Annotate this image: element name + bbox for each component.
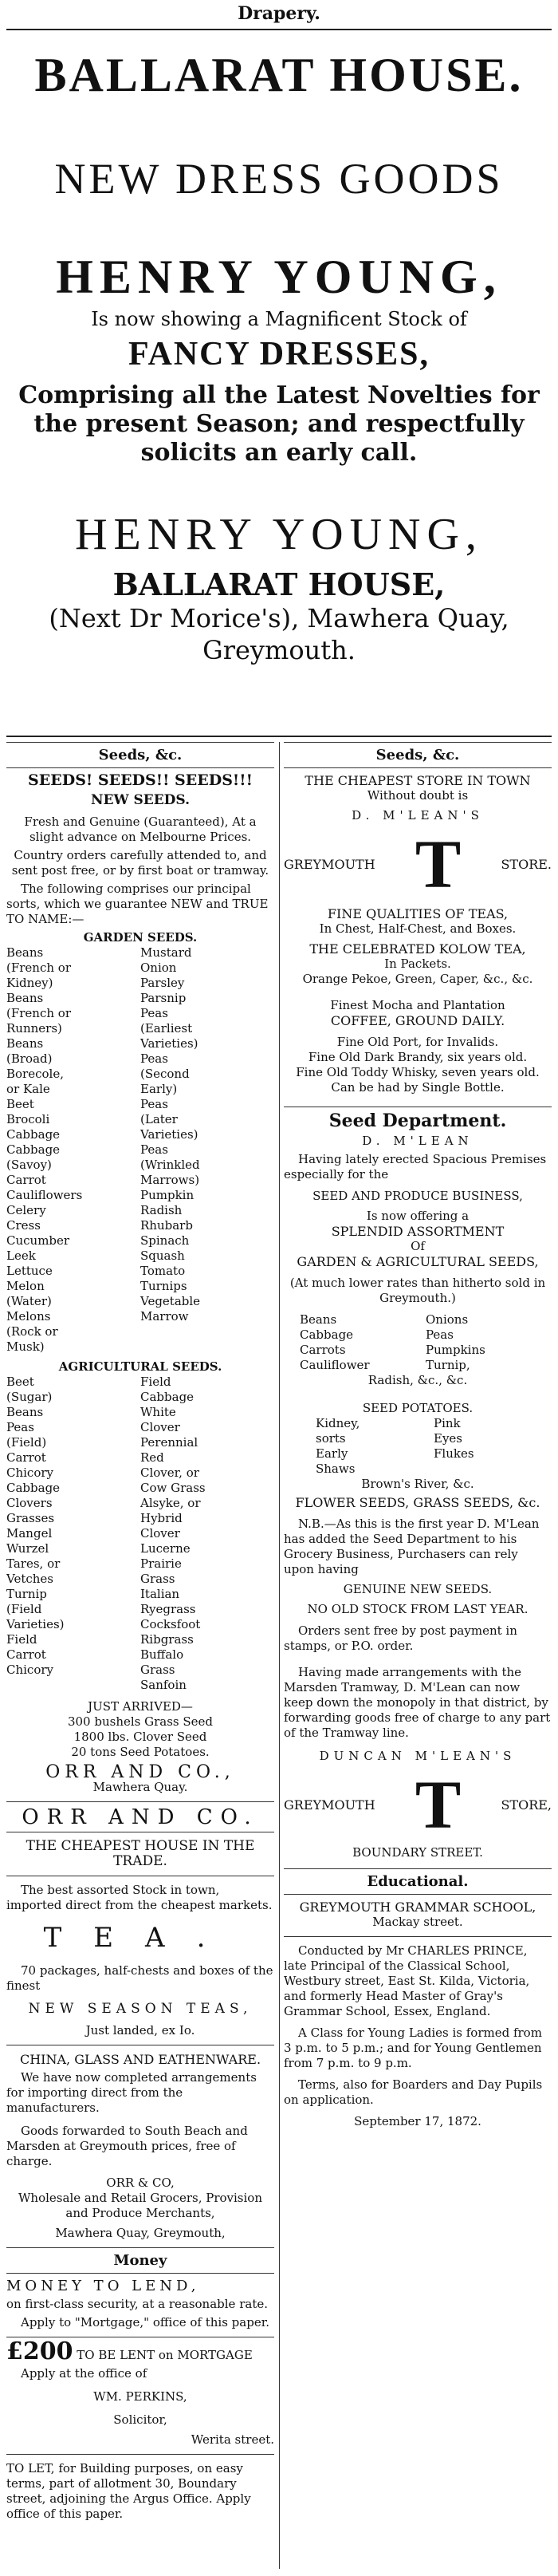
vegetable-col-2 [426, 1312, 552, 1373]
werita-street: Werita street. [191, 2432, 274, 2447]
list-item: Cabbage (Savoy) [6, 1142, 61, 1172]
terms: Terms, also for Boarders and Day Pupils on application. [284, 2077, 543, 2107]
list-item: Carrot [6, 1450, 46, 1465]
browns-river: Brown's River, &c. [361, 1477, 474, 1491]
agricultural-seeds-list [6, 1375, 274, 1693]
list-item: Flukes [434, 1446, 474, 1461]
list-item: Clovers [6, 1496, 53, 1510]
new-dress-goods: NEW DRESS GOODS [54, 155, 504, 203]
orr-co-signature: ORR AND CO., [45, 1762, 235, 1782]
greymouth-label: GREYMOUTH [284, 856, 375, 872]
mackay-street: Mackay street. [372, 1915, 463, 1929]
list-item: Cabbage [300, 1327, 354, 1342]
date-line: September 17, 1872. [354, 2114, 481, 2128]
section-title: Drapery. [238, 3, 320, 24]
garden-seeds-col-2 [140, 945, 274, 1355]
ballarat-house-signature: BALLARAT HOUSE, [112, 566, 446, 602]
list-item: 1800 lbs. Clover Seed [73, 1730, 207, 1744]
perkins: WM. PERKINS, [93, 2389, 187, 2404]
list-item: Tares, or Vetches [6, 1556, 61, 1586]
country-orders: Country orders carefully attended to, and sent post free, or by first boat or tramway. [11, 848, 269, 878]
list-item: Chicory [6, 1466, 54, 1480]
list-item: Borecole, or Kale [6, 1067, 64, 1096]
list-item: Pink Eyes [434, 1416, 462, 1446]
list-item: Brocoli [6, 1112, 50, 1126]
completed-arrangements: We have now completed arrangements for importing direct from the manufacturers. [6, 2070, 257, 2115]
list-item: Peas [426, 1327, 454, 1342]
list-item: White Clover [140, 1405, 180, 1434]
list-item: Cress [6, 1218, 41, 1233]
arrived-items [6, 1714, 274, 1760]
china-glass: CHINA, GLASS AND EATHENWARE. [19, 2052, 261, 2067]
genuine-new-seeds: GENUINE NEW SEEDS. [343, 1582, 493, 1596]
first-class-security: on first-class security, at a reasonable rate. [6, 2297, 268, 2311]
whisky: Fine Old Toddy Whisky, seven years old. [296, 1065, 540, 1079]
new-seeds-heading: NEW SEEDS. [90, 792, 191, 808]
packages-line: 70 packages, half-chests and boxes of the finest [6, 1963, 273, 1993]
fine-teas: FINE QUALITIES OF TEAS, [327, 906, 509, 921]
mocha: Finest Mocha and Plantation [330, 998, 505, 1012]
store-label: STORE. [501, 856, 552, 872]
money-section-header: Money [6, 2247, 274, 2274]
grammar-school: GREYMOUTH GRAMMAR SCHOOL, [299, 1899, 536, 1915]
vegetable-col-1 [300, 1312, 426, 1373]
left-column [6, 742, 274, 2569]
garden-seeds-list [6, 945, 274, 1355]
conducted-by: Conducted by Mr CHARLES PRINCE, late Principal of the Classical School, Westbury street, East St. Kilda, Victoria, and formerly Head Master of Gray's Grammar School, Essex, England. [284, 1943, 530, 2018]
orange-pekoe: Orange Pekoe, Green, Caper, &c., &c. [302, 972, 533, 986]
orders-post: Orders sent free by post payment in stamps, or P.O. order. [284, 1623, 517, 1653]
agricultural-seeds-col-1 [6, 1375, 140, 1693]
store-label-2: STORE, [501, 1797, 552, 1813]
list-item: Melon (Water) [6, 1279, 52, 1308]
list-item: Beans (French or Runners) [6, 991, 71, 1036]
list-item: Onion [140, 961, 177, 975]
money-to-lend: MONEY TO LEND, [6, 2278, 200, 2294]
having-erected: Having lately erected Spacious Premises especially for the [284, 1152, 547, 1181]
divider [6, 2454, 274, 2455]
brandy: Fine Old Dark Brandy, six years old. [308, 1050, 528, 1064]
list-item: Beans (French or Kidney) [6, 945, 71, 990]
seeds-banner: SEEDS! SEEDS!! SEEDS!!! [28, 771, 253, 789]
list-item: Carrot [6, 1173, 46, 1187]
list-item: Beet (Sugar) [6, 1375, 53, 1404]
list-item: Mustard [140, 945, 192, 960]
two-column-adverts [6, 742, 552, 2569]
divider [6, 1801, 274, 1802]
duncan-mclean: DUNCAN M'LEAN'S [319, 1749, 517, 1763]
list-item: Cocksfoot [140, 1617, 201, 1631]
apply-mortgage: Apply to "Mortgage," office of this paper. [21, 2315, 269, 2329]
list-item: Sanfoin [140, 1678, 187, 1692]
just-landed: Just landed, ex Io. [85, 2023, 195, 2038]
coffee: COFFEE, GROUND DAILY. [330, 1013, 505, 1028]
list-item: Grasses [6, 1511, 55, 1525]
list-item: Beans [300, 1312, 337, 1327]
apply-office: Apply at the office of [21, 2366, 147, 2381]
list-item: Kidney, sorts [316, 1416, 360, 1446]
goods-forwarded: Goods forwarded to South Beach and Marsden at Greymouth prices, free of charge. [6, 2124, 248, 2168]
mortgage-advert [6, 2337, 274, 2365]
solicitor: Solicitor, [113, 2412, 167, 2427]
list-item: Buffalo Grass [140, 1647, 184, 1677]
new-season-teas: NEW SEASON TEAS, [28, 2001, 253, 2017]
list-item: Field Cabbage [140, 1375, 195, 1404]
splendid-assortment: SPLENDID ASSORTMENT [331, 1224, 505, 1239]
list-item: Melons (Rock or Musk) [6, 1309, 58, 1354]
list-item: Pumpkins [426, 1343, 485, 1357]
list-item: Leek [6, 1249, 36, 1263]
of-line: Of [411, 1239, 425, 1253]
list-item: 300 bushels Grass Seed [67, 1714, 214, 1729]
orr-co-place-2: Mawhera Quay, Greymouth, [55, 2226, 226, 2240]
cheapest-store: THE CHEAPEST STORE IN TOWN [305, 773, 531, 788]
list-item: Cabbage [6, 1127, 61, 1142]
list-item: Beans (Broad) [6, 1036, 53, 1066]
list-item: Chicory [6, 1663, 54, 1677]
seed-potatoes: SEED POTATOES. [362, 1401, 474, 1415]
fancy-dresses: FANCY DRESSES, [128, 336, 430, 373]
list-item: Turnip (Field Varieties) [6, 1587, 65, 1631]
without-doubt: Without doubt is [367, 788, 469, 803]
young-ladies-class: A Class for Young Ladies is formed from 3 p.m. to 5 p.m.; and for Young Gentlemen from 7 p.m. to 9 p.m. [284, 2026, 542, 2070]
orr-co-heading: ORR AND CO. [22, 1805, 259, 1829]
potato-col-2 [434, 1416, 552, 1477]
list-item: Carrots [300, 1343, 346, 1357]
wholesale-line: Wholesale and Retail Grocers, Provision and Produce Merchants, [18, 2191, 262, 2220]
list-item: Lettuce [6, 1264, 53, 1278]
potato-col-1 [316, 1416, 434, 1477]
t-store-logo [284, 826, 552, 902]
list-item: Perennial Red Clover, or Cow Grass [140, 1435, 206, 1495]
radish-line: Radish, &c., &c. [367, 1373, 468, 1387]
list-item: Turnips [140, 1279, 187, 1293]
list-item: 20 tons Seed Potatoes. [71, 1745, 210, 1759]
list-item: Field Carrot [6, 1632, 46, 1662]
list-item: Peas (Field) [6, 1420, 47, 1450]
list-item: Peas (Later Varieties) [140, 1097, 198, 1142]
vegetable-list [284, 1312, 552, 1373]
list-item: Peas (Second Early) [140, 1051, 190, 1096]
list-item: Cucumber [6, 1233, 70, 1248]
list-item: Beet [6, 1097, 34, 1111]
t-letter: T [415, 826, 462, 902]
dmclean-name: D. M'LEAN'S [352, 808, 484, 823]
seed-business: SEED AND PRODUCE BUSINESS, [312, 1189, 523, 1203]
list-item: Turnip, [426, 1358, 470, 1372]
flower-seeds: FLOWER SEEDS, GRASS SEEDS, &c. [295, 1495, 540, 1510]
greymouth-label-2: GREYMOUTH [284, 1797, 375, 1813]
ballarat-house-advert [0, 0, 558, 666]
list-item: Tomato [140, 1264, 186, 1278]
list-item: Cauliflower [300, 1358, 370, 1372]
now-offering: Is now offering a [366, 1209, 470, 1223]
seeds-section-header-right: Seeds, &c. [284, 742, 552, 768]
list-item: Onions [426, 1312, 469, 1327]
list-item: Cauliflowers [6, 1188, 83, 1202]
single-bottle: Can be had by Single Bottle. [331, 1080, 505, 1095]
list-item: Beans [6, 1405, 44, 1419]
list-item: Cabbage [6, 1481, 61, 1495]
list-item: Lucerne [140, 1541, 191, 1556]
address-line: (Next Dr Morice's), Mawhera Quay, [49, 603, 509, 633]
kolow-tea: THE CELEBRATED KOLOW TEA, [309, 941, 526, 957]
just-arrived: JUST ARRIVED— [88, 1699, 193, 1714]
list-item: Celery [6, 1203, 46, 1217]
advert-title: BALLARAT HOUSE. [34, 49, 524, 101]
tramway-note: Having made arrangements with the Marsden Tramway, D. M'Lean can now keep down the monopoly in that district, by forwarding goods free of charge to any part of the Tramway line. [284, 1665, 551, 1740]
showing-line: Is now showing a Magnificent Stock of [91, 308, 467, 330]
right-column [284, 742, 552, 2569]
in-chest: In Chest, Half-Chest, and Boxes. [319, 921, 517, 936]
list-item: Pumpkin [140, 1188, 195, 1202]
fresh-line: Fresh and Genuine (Guaranteed), At a slight advance on Melbourne Prices. [24, 815, 257, 844]
boundary-street: BOUNDARY STREET. [352, 1845, 483, 1860]
amount: £200 [6, 2337, 73, 2365]
list-item: Italian Ryegrass [140, 1587, 196, 1616]
list-item: Early Shaws [316, 1446, 356, 1476]
garden-seeds-col-1 [6, 945, 140, 1355]
garden-seeds-heading: GARDEN SEEDS. [83, 930, 198, 945]
no-old-stock: NO OLD STOCK FROM LAST YEAR. [307, 1602, 529, 1616]
to-be-lent: TO BE LENT on MORTGAGE [77, 2348, 253, 2362]
old-port: Fine Old Port, for Invalids. [336, 1035, 499, 1049]
potato-list [284, 1416, 552, 1477]
seeds-section-header: Seeds, &c. [6, 742, 274, 768]
list-item: Peas (Earliest Varieties) [140, 1006, 198, 1051]
in-packets: In Packets. [384, 957, 451, 971]
educational-section-header: Educational. [284, 1868, 552, 1895]
list-item: Prairie Grass [140, 1556, 182, 1586]
list-item: Parsley [140, 976, 185, 990]
list-item: Parsnip [140, 991, 187, 1005]
list-item: Vegetable Marrow [140, 1294, 201, 1324]
orr-co-signature-2: ORR & CO, [106, 2176, 175, 2190]
best-assorted: The best assorted Stock in town, imported direct from the cheapest markets. [6, 1883, 273, 1912]
orr-co-place: Mawhera Quay. [92, 1780, 188, 1794]
list-item: Squash [140, 1249, 185, 1263]
seed-department: Seed Department. [328, 1110, 507, 1131]
garden-agri-seeds: GARDEN & AGRICULTURAL SEEDS, [297, 1254, 539, 1269]
t-store-logo-2 [284, 1766, 552, 1843]
t-letter-2: T [415, 1766, 462, 1843]
henry-young-heading: HENRY YOUNG, [56, 250, 502, 303]
lower-rates: (At much lower rates than hitherto sold in Greymouth.) [289, 1276, 546, 1305]
comprising-text: Comprising all the Latest Novelties for the present Season; and respectfully solicits an early call. [18, 381, 540, 467]
list-item: Radish [140, 1203, 183, 1217]
address-town: Greymouth. [202, 635, 356, 665]
cheapest-house: THE CHEAPEST HOUSE IN THE TRADE. [26, 1838, 255, 1869]
henry-young-signature: HENRY YOUNG, [75, 510, 483, 559]
to-let-advert: TO LET, for Building purposes, on easy terms, part of allotment 30, Boundary street, adjoining the Argus Office. Apply office of this paper. [6, 2461, 251, 2521]
agricultural-seeds-heading: AGRICULTURAL SEEDS. [58, 1359, 222, 1374]
dmclean-name-2: D. M'LEAN [362, 1134, 474, 1148]
list-item: Ribgrass [140, 1632, 194, 1647]
following-line: The following comprises our principal sorts, which we guarantee NEW and TRUE TO NAME:— [6, 882, 269, 926]
list-item: Spinach [140, 1233, 190, 1248]
nb-note: N.B.—As this is the first year D. M'Lean has added the Seed Department to his Grocery Business, Purchasers can rely upon having [284, 1517, 540, 1576]
divider [284, 1936, 552, 1937]
list-item: Mangel Wurzel [6, 1526, 53, 1556]
divider [6, 736, 552, 737]
divider [6, 29, 552, 30]
list-item: Rhubarb [140, 1218, 193, 1233]
agricultural-seeds-col-2 [140, 1375, 274, 1693]
list-item: Peas (Wrinkled Marrows) [140, 1142, 200, 1187]
column-divider [279, 742, 280, 2569]
tea-heading: TEA. [43, 1922, 238, 1954]
list-item: Alsyke, or Hybrid Clover [140, 1496, 201, 1540]
